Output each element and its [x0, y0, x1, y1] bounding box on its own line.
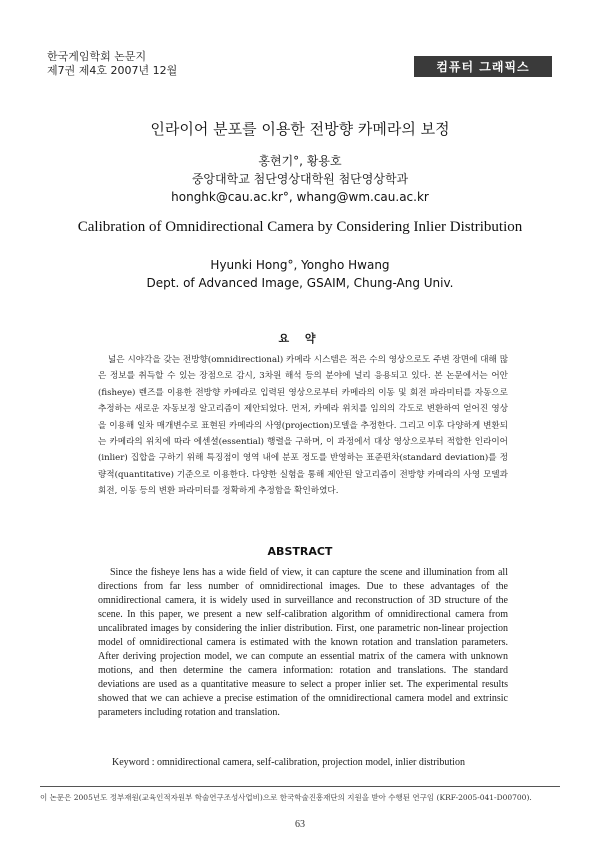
english-authors: Hyunki Hong°, Yongho Hwang — [210, 258, 390, 272]
english-author-block — [0, 256, 600, 292]
korean-affiliation: 중앙대학교 첨단영상대학원 첨단영상학과 — [191, 172, 409, 186]
korean-abstract-heading: 요 약 — [278, 332, 322, 345]
english-abstract-text: Since the fisheye lens has a wide field of view, it can capture the scene and illumination from all directions from far less number of omnidirectional images. Due to these advantages of the omnidirectional camera, it is widely used in surveillance and reconstruction of 3D structure of the scene. In this paper, we present a new self-calibration algorithm of omnidirectional camera from uncalibrated images by considering the inlier distribution. First, one parametric non-linear projection model of omnidirectional camera is estimated with the known rotation and translation parameters. After deriving projection model, we can compute an essential matrix of the camera with unknown motions, and then determine the camera information: rotation and translations. The standard deviations are used as a quantitative measure to select a proper inlier set. The experimental results showed that we can achieve a precise estimation of the omnidirectional camera model and extrinsic parameters including rotation and translation. — [98, 567, 508, 718]
english-title: Calibration of Omnidirectional Camera by Considering Inlier Distribution — [77, 219, 523, 235]
english-abstract-heading: ABSTRACT — [267, 545, 333, 558]
footnote-divider — [40, 786, 560, 787]
keywords: Keyword : omnidirectional camera, self-calibration, projection model, inlier distribution — [112, 757, 465, 768]
korean-abstract-text: 넓은 시야각을 갖는 전방향(omnidirectional) 카메라 시스템은 적은 수의 영상으로도 주변 장면에 대해 많은 정보를 취득할 수 있는 장점으로 감시, 3차원 해석 등의 분야에 널리 응용되고 있다. 본 논문에서는 어안(fisheye) 렌즈를 이용한 전방향 카메라로 입력된 영상으로부터 카메라의 이동 및 회전 파라미터를 자동으로 추정하는 새로운 자동보정 알고리즘이 제안되었다. 먼저, 카메라 위치를 임의의 각도로 변환하여 얻어진 영상을 이용해 일차 매개변수로 표현된 카메라의 사영(projection)모델을 추정한다. 그리고 이후 다양하게 변환되는 카메라의 위치에 따라 에센셜(essential) 행렬을 구하며, 이 과정에서 대상 영상으로부터 적합한 인라이어(inlier) 집합을 구하기 위해 특징점이 영역 내에 분포 정도를 반영하는 표준편차(standard deviation)를 정량적(quantitative) 기준으로 이용한다. 다양한 실험을 통해 제안된 알고리즘이 전방향 카메라의 사영 모델과 회전, 이동 등의 변환 파라미터를 정확하게 추정함을 확인하였다. — [98, 355, 508, 497]
english-affiliation: Dept. of Advanced Image, GSAIM, Chung-Ang Univ. — [146, 276, 454, 290]
author-emails: honghk@cau.ac.kr°, whang@wm.cau.ac.kr — [171, 190, 429, 204]
korean-title: 인라이어 분포를 이용한 전방향 카메라의 보정 — [150, 120, 450, 138]
journal-issue: 제7권 제4호 2007년 12월 — [47, 64, 178, 77]
funding-footnote: 이 논문은 2005년도 정부재원(교육인적자원부 학술연구조성사업비)으로 한국학술진흥재단의 지원을 받아 수행된 연구임 (KRF-2005-041-D00700). — [40, 793, 532, 802]
korean-authors: 홍현기°, 황용호 — [258, 154, 342, 168]
journal-info — [47, 50, 177, 78]
section-badge: 컴퓨터 그래픽스 — [414, 56, 552, 77]
korean-author-block — [0, 152, 600, 206]
page-number: 63 — [295, 819, 305, 830]
journal-name: 한국게임학회 논문지 — [47, 50, 147, 63]
